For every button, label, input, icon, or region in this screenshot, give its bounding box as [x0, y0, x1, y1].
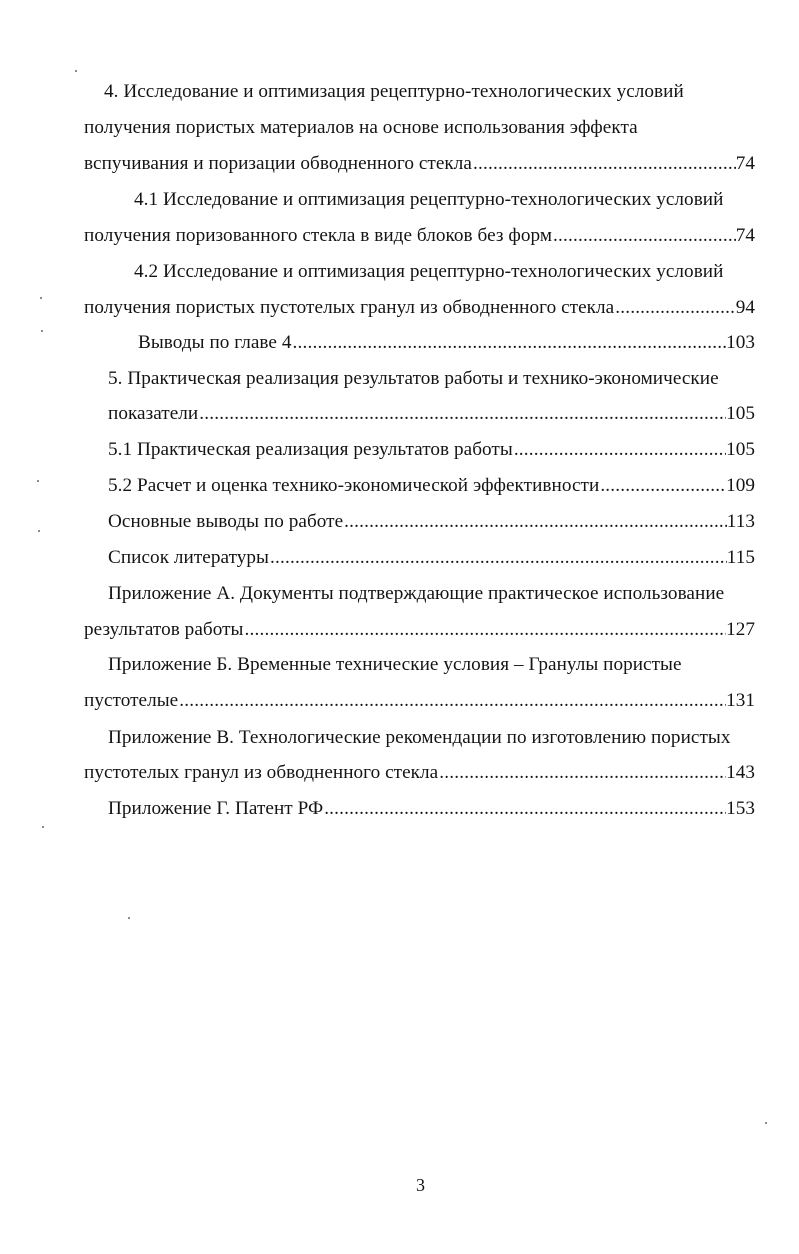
leader-dots: [472, 151, 736, 177]
scan-speck: [42, 826, 44, 828]
toc-entry-appendix-v-line-1: Приложение В. Технологические рекомендации по изготовлению пористых: [108, 727, 731, 748]
toc-entry-title: пустотелые: [84, 690, 179, 711]
leader-dots: [198, 401, 726, 427]
toc-entry-appendix-b-last-line[interactable]: [84, 688, 755, 714]
toc-page-number: 131: [726, 690, 755, 711]
scan-speck: [40, 297, 42, 299]
scan-speck: [38, 530, 40, 532]
toc-entry-4-1-last-line[interactable]: [84, 223, 755, 249]
toc-entry-main-conclusions[interactable]: [108, 509, 755, 535]
toc-entry-appendix-b-line-1: Приложение Б. Временные технические условия – Гранулы пористые: [108, 654, 682, 675]
toc-entry-references[interactable]: [108, 545, 755, 571]
leader-dots: [291, 330, 726, 356]
toc-entry-conclusions-4[interactable]: [138, 330, 755, 356]
scan-speck: [128, 917, 130, 919]
toc-entry-5-1[interactable]: [108, 437, 755, 463]
toc-page-number: 74: [735, 225, 755, 246]
toc-entry-appendix-a-line-1: Приложение А. Документы подтверждающие практическое использование: [108, 583, 725, 604]
toc-entry-4-last-line[interactable]: [84, 151, 755, 177]
toc-entry-4-line-2: получения пористых материалов на основе использования эффекта: [84, 117, 638, 138]
toc-entry-title: получения поризованного стекла в виде блоков без форм: [84, 225, 553, 246]
toc-entry-title: Выводы по главе 4: [138, 332, 292, 353]
leader-dots: [323, 796, 726, 822]
leader-dots: [614, 295, 736, 321]
toc-entry-title: Приложение Г. Патент РФ: [108, 798, 324, 819]
toc-entry-title: 5.2 Расчет и оценка технико-экономической эффективности: [108, 475, 600, 496]
toc-page-number: 143: [726, 762, 755, 783]
toc-page-number: 109: [726, 475, 755, 496]
toc-page-number: 94: [735, 297, 755, 318]
scan-speck: [765, 1122, 767, 1124]
toc-entry-4-2-line-1: 4.2 Исследование и оптимизация рецептурно-технологических условий: [134, 261, 724, 282]
toc-entry-appendix-g[interactable]: [108, 796, 755, 822]
toc-entry-title: вспучивания и поризации обводненного стекла: [84, 153, 472, 174]
toc-entry-title: получения пористых пустотелых гранул из обводненного стекла: [84, 297, 615, 318]
leader-dots: [343, 509, 727, 535]
scan-speck: [41, 330, 43, 332]
toc-entry-4-1-line-1: 4.1 Исследование и оптимизация рецептурно-технологических условий: [134, 189, 724, 210]
toc-entry-appendix-a-last-line[interactable]: [84, 617, 755, 643]
toc-entry-4-2-last-line[interactable]: [84, 295, 755, 321]
scan-speck: [37, 480, 39, 482]
toc-entry-title: Список литературы: [108, 547, 269, 568]
leader-dots: [243, 617, 726, 643]
toc-page-number: 74: [735, 153, 755, 174]
toc-page-number: 103: [726, 332, 755, 353]
leader-dots: [178, 688, 726, 714]
toc-entry-5-2[interactable]: [108, 473, 755, 499]
toc-entry-title: 5.1 Практическая реализация результатов работы: [108, 439, 513, 460]
toc-entry-title: показатели: [108, 403, 199, 424]
toc-entry-4-line-1: 4. Исследование и оптимизация рецептурно-технологических условий: [104, 81, 684, 102]
leader-dots: [269, 545, 727, 571]
toc-page-number: 153: [726, 798, 755, 819]
leader-dots: [513, 437, 726, 463]
toc-page-number: 105: [726, 439, 755, 460]
toc-entry-5-last-line[interactable]: [108, 401, 755, 427]
toc-page-number: 113: [726, 511, 755, 532]
toc-page-number: 115: [726, 547, 755, 568]
leader-dots: [552, 223, 736, 249]
toc-entry-title: результатов работы: [84, 619, 244, 640]
toc-entry-title: Основные выводы по работе: [108, 511, 344, 532]
toc-entry-5-line-1: 5. Практическая реализация результатов работы и технико-экономические: [108, 368, 719, 389]
toc-entry-appendix-v-last-line[interactable]: [84, 760, 755, 786]
toc-entry-title: пустотелых гранул из обводненного стекла: [84, 762, 439, 783]
scan-speck: [75, 70, 77, 72]
toc-page-number: 127: [726, 619, 755, 640]
leader-dots: [599, 473, 726, 499]
toc-page-number: 105: [726, 403, 755, 424]
leader-dots: [438, 760, 726, 786]
page-number: 3: [416, 1175, 425, 1195]
